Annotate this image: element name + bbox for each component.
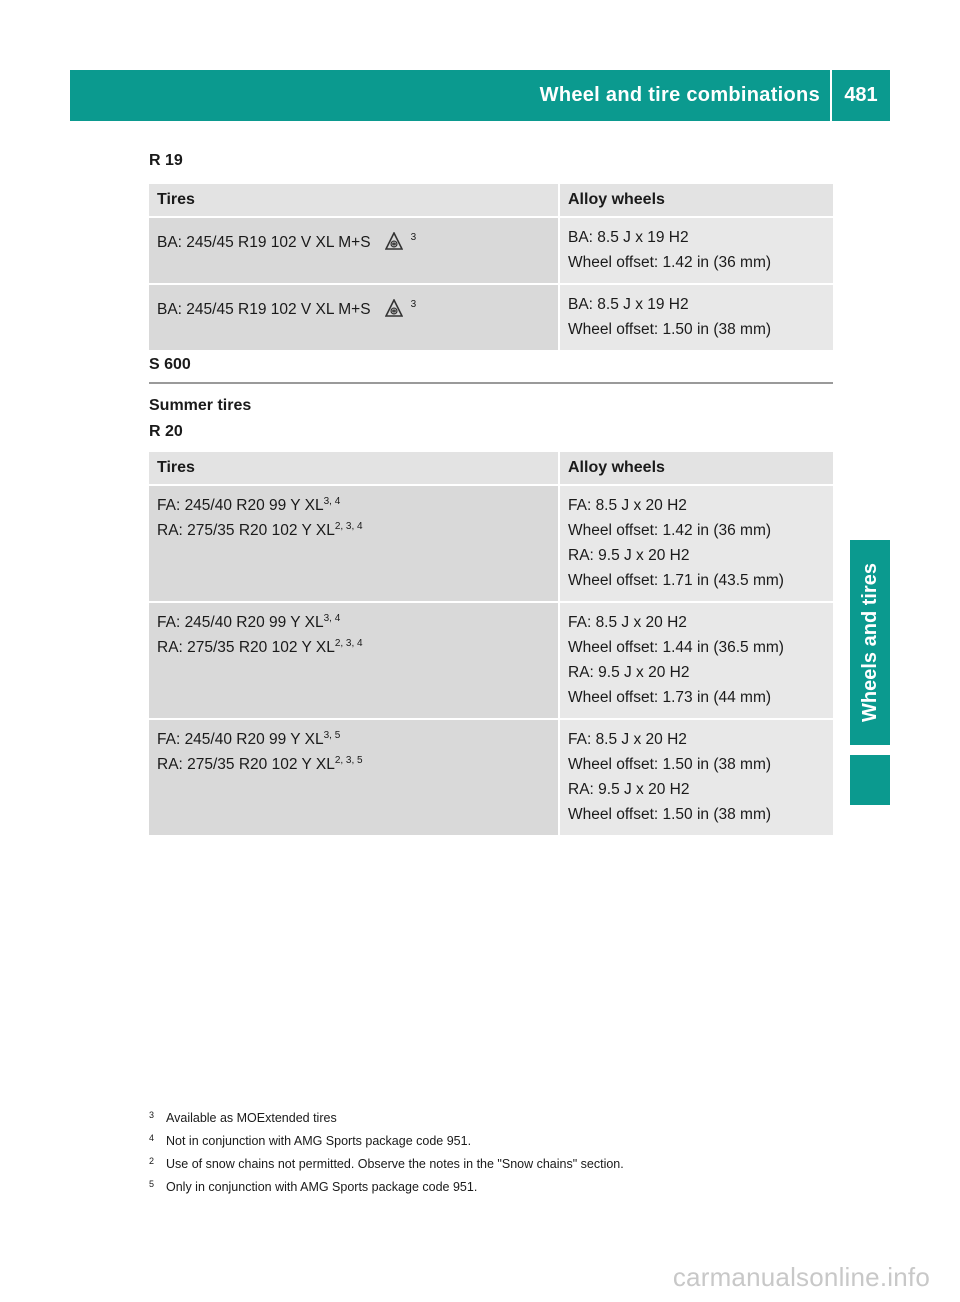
side-tab-marker xyxy=(850,755,890,805)
footnote xyxy=(149,1174,624,1197)
col-tires-header: Tires xyxy=(149,184,559,217)
wheel-offset: Wheel offset: 1.50 in (38 mm) xyxy=(568,321,772,338)
side-tab xyxy=(850,540,890,745)
footnote xyxy=(149,1105,624,1128)
footnote-ref: 2, 3, 4 xyxy=(334,521,363,532)
footnote-mark: 2 xyxy=(149,1156,155,1166)
wheel-cell xyxy=(559,284,833,351)
footnote-text: Use of snow chains not permitted. Observe the notes in the "Snow chains" section. xyxy=(166,1157,624,1171)
table-header-row xyxy=(149,452,833,485)
footnote-mark: 3 xyxy=(149,1110,155,1120)
watermark: carmanualsonline.info xyxy=(672,1262,930,1292)
tire-cell xyxy=(149,485,559,602)
wheel-cell xyxy=(559,217,833,284)
footnote-ref: 3, 4 xyxy=(323,613,341,624)
wheel-cell xyxy=(559,485,833,602)
footnote-ref: 2, 3, 5 xyxy=(334,755,363,766)
front-axle-tire: FA: 245/40 R20 99 Y XL xyxy=(157,614,324,631)
r19-table xyxy=(149,184,833,352)
r20-table xyxy=(149,452,833,837)
front-wheel-spec: FA: 8.5 J x 20 H2 xyxy=(568,497,687,514)
table-row xyxy=(149,217,833,284)
footnote-mark: 4 xyxy=(149,1133,155,1143)
tire-cell xyxy=(149,719,559,836)
wheel-spec: BA: 8.5 J x 19 H2 xyxy=(568,229,689,246)
table-row xyxy=(149,485,833,602)
rear-axle-tire: RA: 275/35 R20 102 Y XL xyxy=(157,639,335,656)
footnote-ref: 3, 4 xyxy=(323,496,341,507)
tire-spec: BA: 245/45 R19 102 V XL M+S xyxy=(157,234,371,251)
rear-wheel-spec: RA: 9.5 J x 20 H2 xyxy=(568,781,690,798)
wheel-spec: BA: 8.5 J x 19 H2 xyxy=(568,296,689,313)
snowflake-mountain-icon xyxy=(385,299,403,317)
table-row xyxy=(149,602,833,719)
rear-axle-tire: RA: 275/35 R20 102 Y XL xyxy=(157,522,335,539)
front-wheel-offset: Wheel offset: 1.42 in (36 mm) xyxy=(568,522,772,539)
page-number: 481 xyxy=(844,84,878,106)
rear-wheel-offset: Wheel offset: 1.73 in (44 mm) xyxy=(568,689,772,706)
wheel-offset: Wheel offset: 1.42 in (36 mm) xyxy=(568,254,772,271)
footnote xyxy=(149,1151,624,1174)
front-wheel-offset: Wheel offset: 1.50 in (38 mm) xyxy=(568,756,772,773)
front-axle-tire: FA: 245/40 R20 99 Y XL xyxy=(157,731,324,748)
rear-wheel-offset: Wheel offset: 1.71 in (43.5 mm) xyxy=(568,572,784,589)
table-header-row xyxy=(149,184,833,217)
col-wheels-header: Alloy wheels xyxy=(559,452,833,485)
page-header xyxy=(70,70,890,121)
footnote-mark: 5 xyxy=(149,1179,155,1189)
side-tab-label: Wheels and tires xyxy=(859,563,881,722)
footnote-text: Available as MOExtended tires xyxy=(166,1111,337,1125)
footnote-text: Not in conjunction with AMG Sports package code 951. xyxy=(166,1134,472,1148)
wheel-cell xyxy=(559,719,833,836)
front-wheel-offset: Wheel offset: 1.44 in (36.5 mm) xyxy=(568,639,784,656)
rear-axle-tire: RA: 275/35 R20 102 Y XL xyxy=(157,756,335,773)
rear-wheel-spec: RA: 9.5 J x 20 H2 xyxy=(568,664,690,681)
r20-label: R 20 xyxy=(149,423,183,440)
rear-wheel-spec: RA: 9.5 J x 20 H2 xyxy=(568,547,690,564)
tire-cell xyxy=(149,284,559,351)
tire-spec: BA: 245/45 R19 102 V XL M+S xyxy=(157,301,371,318)
table-row xyxy=(149,719,833,836)
tire-cell xyxy=(149,602,559,719)
footnote xyxy=(149,1128,624,1151)
tire-cell xyxy=(149,217,559,284)
footnote-ref: 3 xyxy=(410,232,417,243)
section-title: S 600 xyxy=(149,356,833,384)
footnote-ref: 3, 5 xyxy=(323,730,341,741)
rear-wheel-offset: Wheel offset: 1.50 in (38 mm) xyxy=(568,806,772,823)
header-title: Wheel and tire combinations xyxy=(539,84,820,106)
col-tires-header: Tires xyxy=(149,452,559,485)
footnote-ref: 3 xyxy=(410,299,417,310)
footnote-text: Only in conjunction with AMG Sports package code 951. xyxy=(166,1180,478,1194)
footnote-ref: 2, 3, 4 xyxy=(334,638,363,649)
snowflake-mountain-icon xyxy=(385,232,403,250)
footnotes xyxy=(149,1105,624,1197)
table-row xyxy=(149,284,833,351)
wheel-cell xyxy=(559,602,833,719)
r19-label: R 19 xyxy=(149,152,183,169)
col-wheels-header: Alloy wheels xyxy=(559,184,833,217)
summer-tires-label: Summer tires xyxy=(149,397,252,414)
front-axle-tire: FA: 245/40 R20 99 Y XL xyxy=(157,497,324,514)
front-wheel-spec: FA: 8.5 J x 20 H2 xyxy=(568,614,687,631)
front-wheel-spec: FA: 8.5 J x 20 H2 xyxy=(568,731,687,748)
